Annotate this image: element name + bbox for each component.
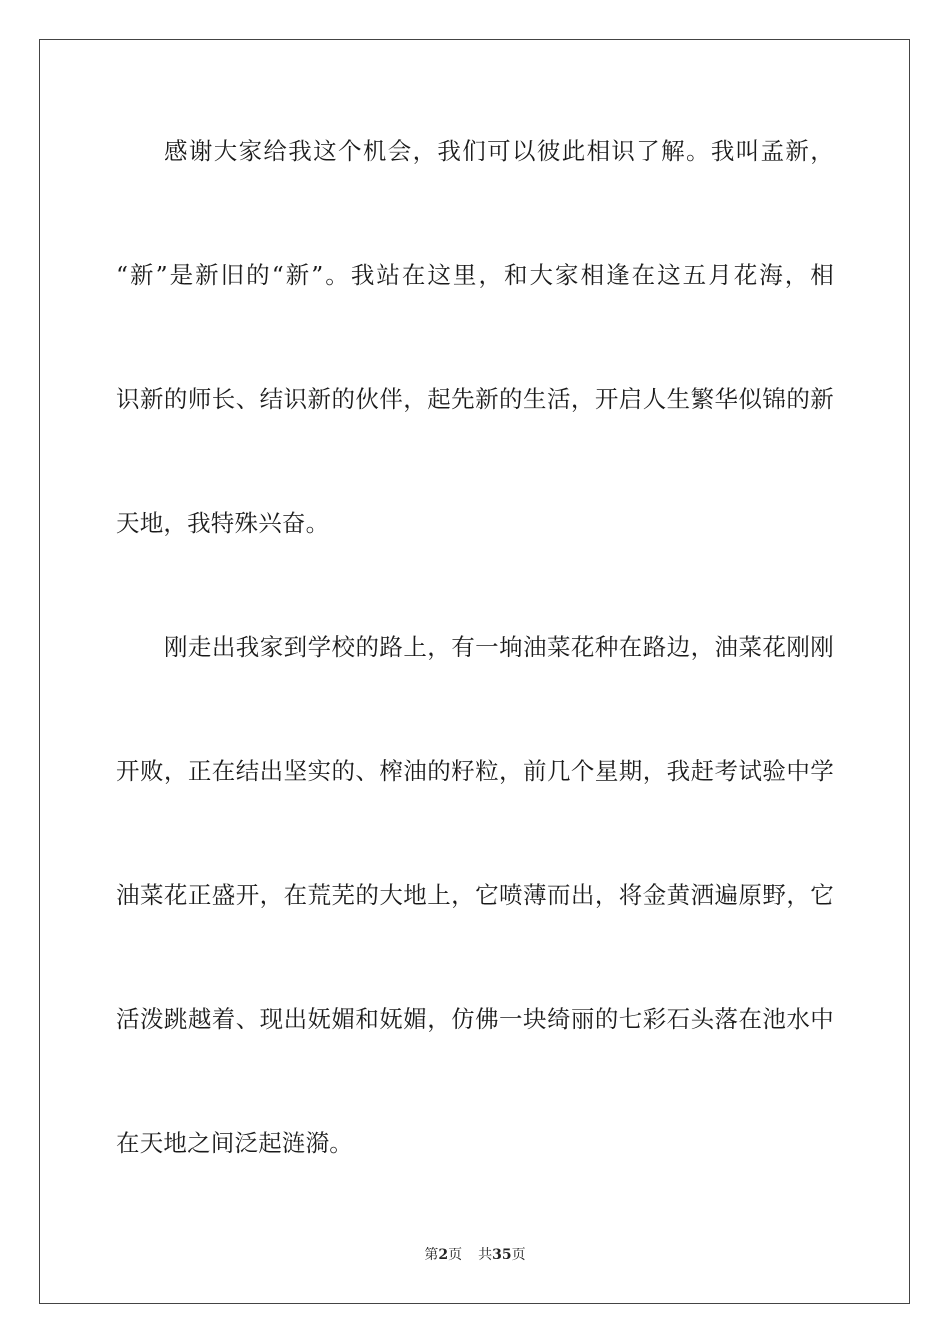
paragraph-1-line-1: 感谢大家给我这个机会，我们可以彼此相识了解。我叫孟新，: [164, 137, 834, 165]
paragraph-2-line-4: 活泼跳越着、现出妩媚和妩媚，仿佛一块绮丽的七彩石头落在池水中: [116, 1005, 834, 1033]
total-pages: 35: [492, 1247, 512, 1263]
total-suffix: 页: [511, 1247, 526, 1263]
paragraph-1-line-2: “新”是新旧的“新”。我站在这里，和大家相逢在这五月花海，相: [116, 261, 834, 289]
paragraph-2-line-1: 刚走出我家到学校的路上，有一垧油菜花种在路边，油菜花刚刚: [164, 633, 834, 661]
paragraph-2-line-2: 开败，正在结出坚实的、榨油的籽粒，前几个星期，我赶考试验中学: [116, 757, 834, 785]
page-prefix: 第: [424, 1247, 439, 1263]
page-suffix: 页: [448, 1247, 463, 1263]
paragraph-2-line-3: 油菜花正盛开，在荒芜的大地上，它喷薄而出，将金黄洒遍原野，它: [116, 881, 834, 909]
page-border: [39, 39, 910, 1304]
paragraph-1-line-4: 天地，我特殊兴奋。: [116, 509, 330, 537]
paragraph-1-line-3: 识新的师长、结识新的伙伴，起先新的生活，开启人生繁华似锦的新: [116, 385, 834, 413]
paragraph-2-line-5: 在天地之间泛起涟漪。: [116, 1129, 353, 1157]
total-prefix: 共: [478, 1247, 493, 1263]
page-footer: [0, 1246, 950, 1264]
page-number: 2: [438, 1247, 449, 1263]
